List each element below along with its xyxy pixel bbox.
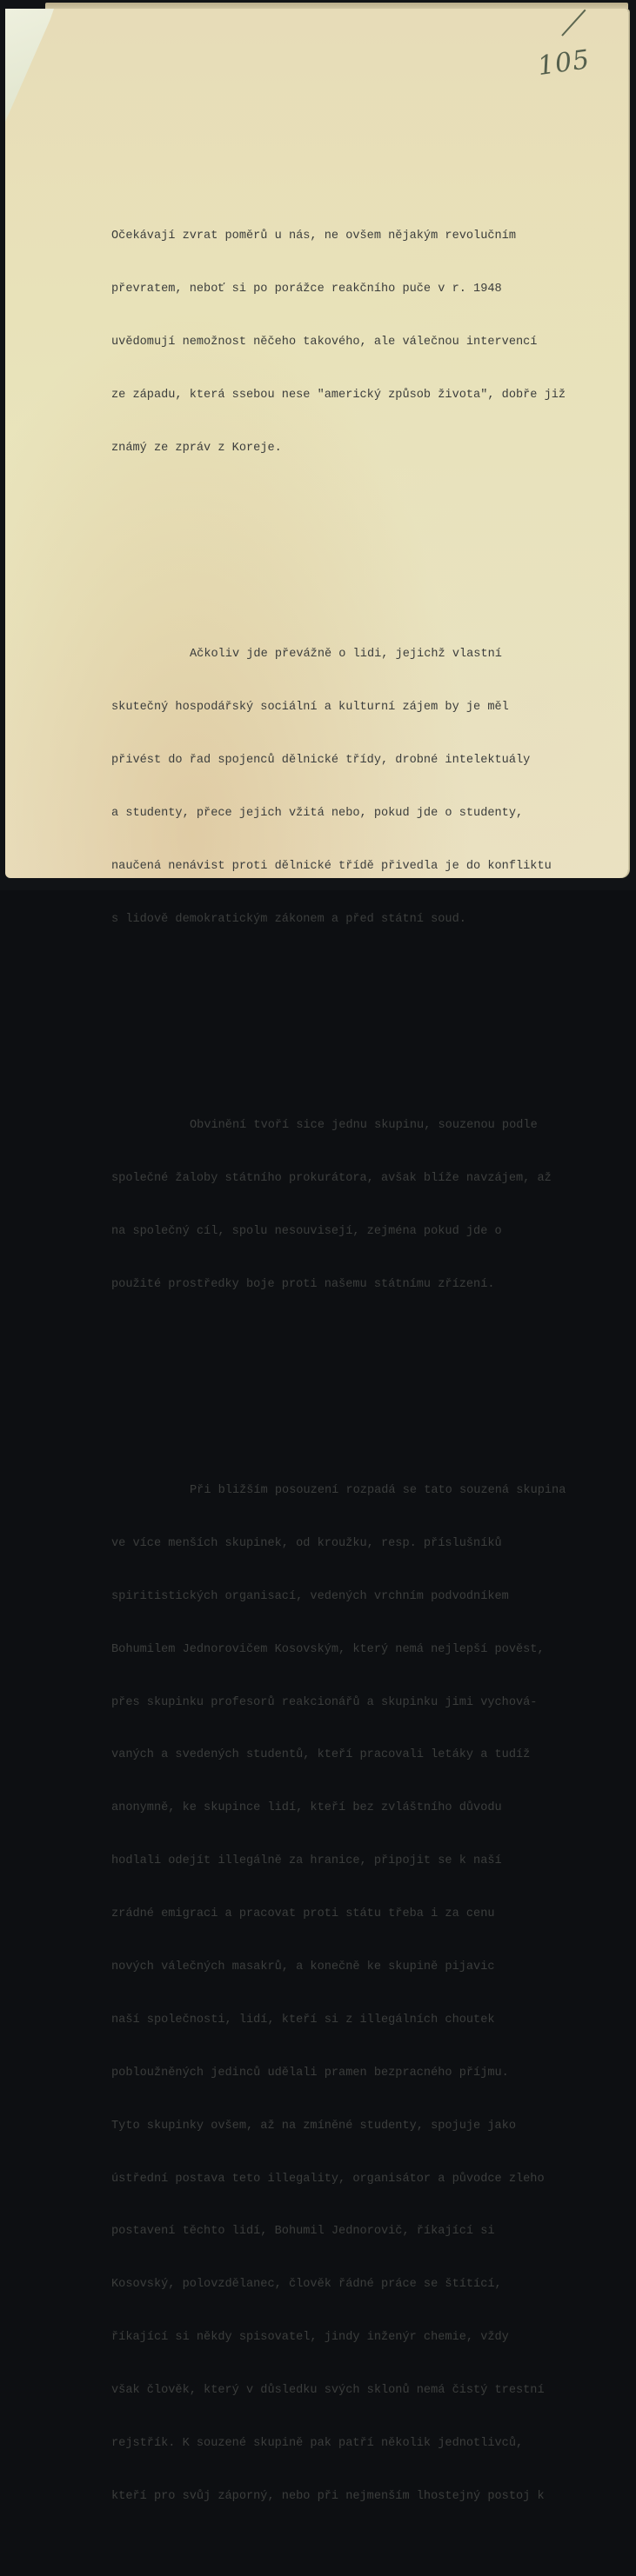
paragraph-2	[111, 611, 616, 964]
text-line: říkající si někdy spisovatel, jindy inženýr chemie, vždy	[111, 2331, 509, 2345]
text-line: společné žaloby státního prokurátora, avšak blíže navzájem, až	[111, 1171, 552, 1185]
text-line: použité prostředky boje proti našemu státnímu zřízení.	[111, 1277, 495, 1291]
text-line: Kosovský, polovzdělanec, člověk řádné práce se štítící,	[111, 2278, 502, 2292]
text-line: Při bližším posouzení rozpadá se tato souzená skupina	[190, 1483, 566, 1497]
text-line: kteří pro svůj záporný, nebo při nejmenším lhostejný postoj k	[111, 2489, 545, 2503]
text-line: a studenty, přece jejich vžitá nebo, pokud jde o studenty,	[111, 806, 524, 820]
paragraph-1	[111, 193, 616, 493]
text-line: uvědomují nemožnost něčeho takového, ale válečnou intervencí	[111, 336, 538, 349]
text-line: přes skupinku profesorů reakcionářů a skupinku jimi vychová-	[111, 1695, 538, 1709]
paragraph-4	[111, 1447, 616, 2540]
text-line: Očekávají zvrat poměrů u nás, ne ovšem nějakým revolučním	[111, 230, 516, 243]
handwritten-folio-number: 105	[535, 43, 592, 83]
text-line: anonymně, ke skupince lidí, kteří bez zvláštního důvodu	[111, 1801, 502, 1815]
text-line: Tyto skupinky ovšem, až na zmíněné studenty, spojuje jako	[111, 2119, 516, 2133]
text-line: ze západu, která ssebou nese "americký způsob života", dobře již	[111, 389, 566, 403]
folio-pen-stroke	[561, 10, 586, 37]
text-line: ústřední postava teto illegality, organisátor a původce zleho	[111, 2172, 545, 2186]
text-line: Bohumilem Jednorovičem Kosovským, který nemá nejlepší pověst,	[111, 1642, 545, 1656]
paragraph-gap	[111, 1364, 616, 1376]
text-line: Obvinění tvoří sice jednu skupinu, souzenou podle	[190, 1119, 538, 1133]
paragraph-gap	[111, 529, 616, 541]
text-line: Ačkoliv jde převážně o lidi, jejichž vlastní	[190, 648, 502, 662]
folded-sheet-corner	[5, 9, 54, 122]
text-line: na společný cíl, spolu nesouvisejí, zejména pokud jde o	[111, 1224, 502, 1238]
typed-body	[111, 140, 616, 2576]
paragraph-gap	[111, 999, 616, 1011]
text-line: postavení těchto lidí, Bohumil Jednorovič, říkající si	[111, 2225, 495, 2239]
text-line: ve více menších skupinek, od kroužku, resp. příslušníků	[111, 1536, 502, 1550]
text-line: s lidově demokratickým zákonem a před státní soud.	[111, 912, 466, 926]
text-line: pobloužněných jedinců udělali pramen bezpracného příjmu.	[111, 2066, 509, 2080]
text-line: zrádné emigraci a pracovat proti státu třeba i za cenu	[111, 1907, 495, 1921]
text-line: nových válečných masakrů, a konečně ke skupině pijavic	[111, 1960, 495, 1974]
typewritten-page	[5, 9, 628, 2503]
text-line: vaných a svedených studentů, kteří pracovali letáky a tudíž	[111, 1748, 531, 1762]
text-line: hodlali odejít illegálně za hranice, připojit se k naší	[111, 1854, 502, 1868]
text-line: naší společnosti, lidí, kteří si z illegálních choutek	[111, 2013, 495, 2027]
paragraph-3	[111, 1082, 616, 1328]
text-line: spiritistických organisací, vedených vrchním podvodníkem	[111, 1589, 509, 1603]
text-line: naučená nenávist proti dělnické třídě přivedla je do konfliktu	[111, 859, 552, 873]
text-line: skutečný hospodářský sociální a kulturní zájem by je měl	[111, 701, 509, 715]
text-line: známý ze zpráv z Koreje.	[111, 442, 282, 456]
text-line: však člověk, který v důsledku svých sklonů nemá čistý trestní	[111, 2384, 545, 2398]
text-line: rejstřík. K souzené skupině pak patří několik jednotlivců,	[111, 2437, 524, 2450]
text-line: přivést do řad spojenců dělnické třídy, drobné intelektuály	[111, 754, 531, 768]
text-line: převratem, neboť si po porážce reakčního puče v r. 1948	[111, 283, 502, 296]
